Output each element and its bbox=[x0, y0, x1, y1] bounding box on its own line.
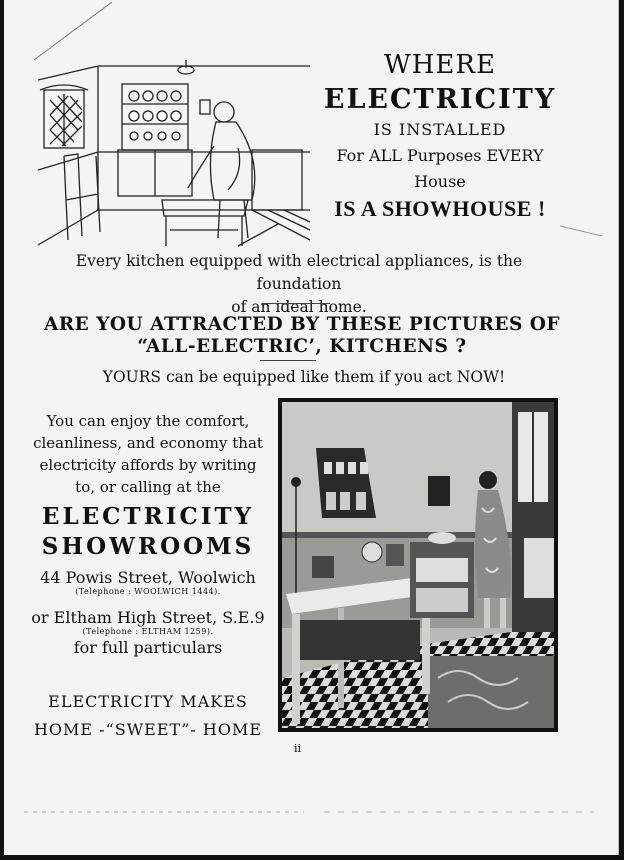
address-eltham bbox=[28, 608, 268, 636]
particulars-text: for full particulars bbox=[73, 638, 223, 657]
kitchen-line-2: of an ideal home. bbox=[231, 298, 367, 316]
headline-where: WHERE bbox=[384, 50, 496, 80]
enjoy-paragraph bbox=[28, 410, 268, 498]
kitchen-sketch-illustration bbox=[38, 60, 310, 250]
slogan bbox=[28, 688, 268, 744]
page-number: ii bbox=[294, 742, 302, 755]
address-woolwich-street: 44 Powis Street, Woolwich bbox=[40, 568, 256, 587]
address-woolwich bbox=[28, 568, 268, 596]
kitchen-line-1: Every kitchen equipped with electrical appliances, is the foundation bbox=[75, 252, 523, 293]
showrooms-line-1: ELECTRICITY bbox=[41, 503, 255, 530]
divider-rule bbox=[260, 360, 316, 361]
question-line-2: “ALL-ELECTRIC’, KITCHENS ? bbox=[137, 336, 467, 357]
attracted-question bbox=[22, 314, 582, 358]
slogan-line-2: HOME -“SWEET”- HOME bbox=[33, 720, 263, 739]
advertisement-page bbox=[4, 0, 619, 855]
kitchen-foundation-text bbox=[34, 250, 564, 319]
slogan-line-1: ELECTRICITY MAKES bbox=[48, 692, 248, 711]
headline-showhouse: IS A SHOWHOUSE ! bbox=[334, 196, 546, 221]
enjoy-line-4: to, or calling at the bbox=[75, 478, 221, 496]
headline-installed: IS INSTALLED bbox=[373, 120, 507, 139]
headline-house: House bbox=[414, 172, 466, 191]
address-eltham-telephone: (Telephone : ELTHAM 1259). bbox=[82, 627, 214, 636]
headline-purposes: For ALL Purposes EVERY bbox=[336, 146, 544, 165]
kitchen-photograph bbox=[278, 398, 558, 732]
enjoy-line-2: cleanliness, and economy that bbox=[33, 434, 263, 452]
address-eltham-street: or Eltham High Street, S.E.9 bbox=[31, 608, 265, 627]
question-line-1: ARE YOU ATTRACTED BY THESE PICTURES OF bbox=[43, 314, 561, 335]
enjoy-line-1: You can enjoy the comfort, bbox=[46, 412, 250, 430]
yours-text: YOURS can be equipped like them if you act NOW! bbox=[102, 368, 506, 386]
divider-rule bbox=[262, 303, 330, 304]
headline-electricity: ELECTRICITY bbox=[323, 84, 557, 115]
enjoy-line-3: electricity affords by writing bbox=[39, 456, 257, 474]
showrooms-heading bbox=[28, 502, 268, 562]
showrooms-line-2: SHOWROOMS bbox=[41, 533, 255, 560]
address-woolwich-telephone: (Telephone : WOOLWICH 1444). bbox=[75, 587, 221, 596]
